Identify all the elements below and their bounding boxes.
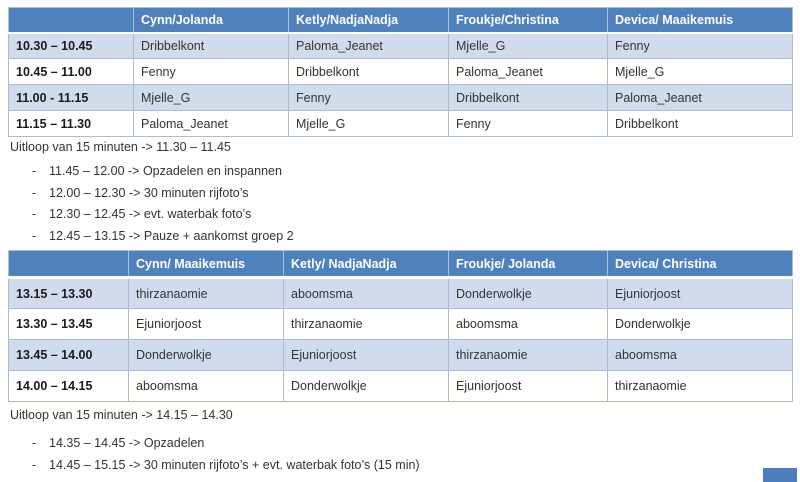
schedule-cell: Dribbelkont — [134, 33, 289, 59]
schedule-cell: Fenny — [608, 33, 793, 59]
schedule-cell: aboomsma — [284, 278, 449, 309]
column-header: Ketly/ NadjaNadja — [284, 251, 449, 278]
bullet-text: 14.35 – 14.45 -> Opzadelen — [49, 436, 205, 450]
schedule-cell: Mjelle_G — [608, 59, 793, 85]
time-slot-cell: 11.00 - 11.15 — [9, 85, 134, 111]
schedule-cell: Ejuniorjoost — [129, 309, 284, 340]
time-slot-cell: 13.30 – 13.45 — [9, 309, 129, 340]
schedule-cell: Dribbelkont — [289, 59, 449, 85]
schedule-cell: Ejuniorjoost — [449, 371, 608, 402]
table-row — [9, 111, 793, 137]
schedule-cell: Donderwolkje — [449, 278, 608, 309]
bullet-text: 12.30 – 12.45 -> evt. waterbak foto’s — [49, 207, 252, 222]
bullet-item — [32, 229, 294, 251]
overflow-note-morning: Uitloop van 15 minuten -> 11.30 – 11.45 — [10, 140, 231, 154]
table-row — [9, 340, 793, 371]
time-slot-cell: 10.30 – 10.45 — [9, 33, 134, 59]
bullet-list-afternoon — [32, 436, 420, 479]
time-slot-cell: 13.45 – 14.00 — [9, 340, 129, 371]
schedule-cell: aboomsma — [129, 371, 284, 402]
bullet-list-morning — [32, 164, 294, 251]
schedule-cell: Dribbelkont — [449, 85, 608, 111]
table-row — [9, 278, 793, 309]
page-corner-blue-box — [763, 468, 797, 482]
header-row — [9, 251, 793, 278]
schedule-cell: Paloma_Jeanet — [608, 85, 793, 111]
schedule-cell: thirzanaomie — [449, 340, 608, 371]
bullet-text: 12.45 – 13.15 -> Pauze + aankomst groep 2 — [49, 229, 294, 244]
schedule-cell: aboomsma — [608, 340, 793, 371]
column-header: Froukje/ Jolanda — [449, 251, 608, 278]
schedule-cell: Ejuniorjoost — [284, 340, 449, 371]
schedule-cell: Mjelle_G — [289, 111, 449, 137]
schedule-cell: aboomsma — [449, 309, 608, 340]
time-slot-cell: 13.15 – 13.30 — [9, 278, 129, 309]
bullet-item — [32, 207, 294, 229]
time-slot-cell: 10.45 – 11.00 — [9, 59, 134, 85]
schedule-cell: Ejuniorjoost — [608, 278, 793, 309]
bullet-text: 12.00 – 12.30 -> 30 minuten rijfoto’s — [49, 185, 249, 200]
time-slot-cell: 11.15 – 11.30 — [9, 111, 134, 137]
time-slot-cell: 14.00 – 14.15 — [9, 371, 129, 402]
schedule-cell: Mjelle_G — [134, 85, 289, 111]
schedule-cell: Paloma_Jeanet — [289, 33, 449, 59]
schedule-table-afternoon — [8, 250, 793, 402]
schedule-cell: thirzanaomie — [129, 278, 284, 309]
table-row — [9, 85, 793, 111]
schedule-cell: thirzanaomie — [284, 309, 449, 340]
bullet-text: 11.45 – 12.00 -> Opzadelen en inspannen — [49, 164, 282, 178]
bullet-item — [32, 186, 294, 208]
column-header: Cynn/Jolanda — [134, 8, 289, 33]
table-row — [9, 309, 793, 340]
table-row — [9, 371, 793, 402]
table-row — [9, 33, 793, 59]
column-header: Froukje/Christina — [449, 8, 608, 33]
schedule-cell: Mjelle_G — [449, 33, 608, 59]
schedule-cell: Fenny — [289, 85, 449, 111]
schedule-cell: Dribbelkont — [608, 111, 793, 137]
bullet-dash-marker: - — [32, 164, 37, 178]
overflow-note-afternoon: Uitloop van 15 minuten -> 14.15 – 14.30 — [10, 408, 233, 422]
bullet-dash-marker: - — [32, 185, 37, 200]
schedule-cell: Fenny — [134, 59, 289, 85]
bullet-item — [32, 164, 294, 186]
bullet-text: 14.45 – 15.15 -> 30 minuten rijfoto’s + evt. waterbak foto’s (15 min) — [49, 457, 420, 472]
column-header: Devica/ Christina — [608, 251, 793, 278]
schedule-table-morning — [8, 7, 793, 137]
schedule-cell: thirzanaomie — [608, 371, 793, 402]
schedule-cell: Donderwolkje — [608, 309, 793, 340]
header-row — [9, 8, 793, 33]
bullet-dash-marker: - — [32, 436, 37, 450]
column-header — [9, 8, 134, 33]
column-header — [9, 251, 129, 278]
column-header: Cynn/ Maaikemuis — [129, 251, 284, 278]
column-header: Ketly/NadjaNadja — [289, 8, 449, 33]
bullet-dash-marker: - — [32, 457, 37, 472]
table-row — [9, 59, 793, 85]
schedule-cell: Donderwolkje — [284, 371, 449, 402]
bullet-dash-marker: - — [32, 229, 37, 244]
schedule-cell: Paloma_Jeanet — [449, 59, 608, 85]
schedule-cell: Donderwolkje — [129, 340, 284, 371]
column-header: Devica/ Maaikemuis — [608, 8, 793, 33]
schedule-cell: Paloma_Jeanet — [134, 111, 289, 137]
bullet-dash-marker: - — [32, 207, 37, 222]
schedule-cell: Fenny — [449, 111, 608, 137]
bullet-item — [32, 436, 420, 458]
bullet-item — [32, 458, 420, 480]
